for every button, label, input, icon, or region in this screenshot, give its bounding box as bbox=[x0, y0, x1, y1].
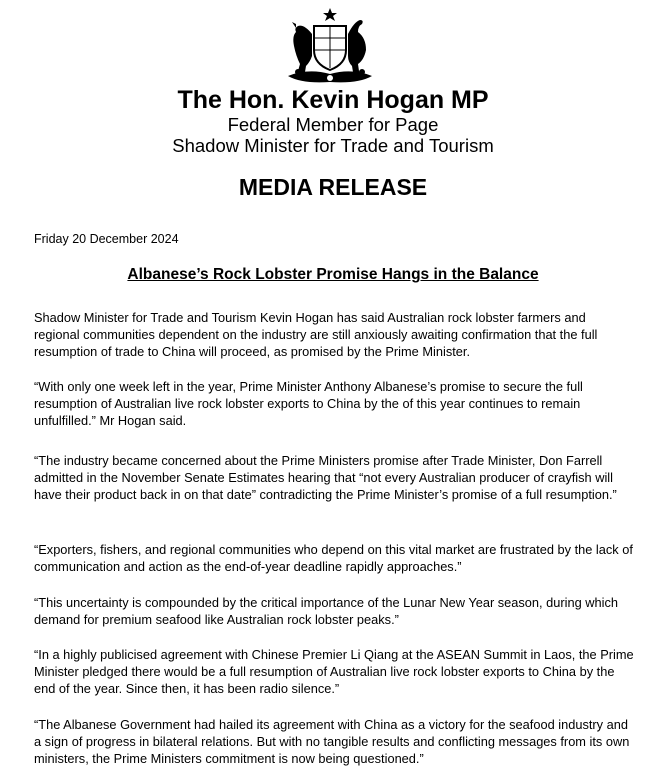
body-paragraph: “The industry became concerned about the Prime Ministers promise after Trade Minister, Don Farrell admitted in the November Senate Estimates hearing that “not every Australian producer of crayfish will have their product back in on that date” contradicting the Prime Minister’s promise of a full resumption.” bbox=[34, 453, 617, 502]
body-paragraph: “The Albanese Government had hailed its agreement with China as a victory for the seafood industry and a sign of progress in bilateral relations. But with no tangible results and conflicting messages from its own ministers, the Prime Ministers commitment is now being questioned.” bbox=[34, 717, 630, 766]
release-headline: Albanese’s Rock Lobster Promise Hangs in the Balance bbox=[127, 266, 539, 283]
member-name: The Hon. Kevin Hogan MP bbox=[177, 86, 489, 114]
release-type-title: MEDIA RELEASE bbox=[238, 174, 428, 200]
body-paragraph: Shadow Minister for Trade and Tourism Kevin Hogan has said Australian rock lobster farmers and regional communities dependent on the industry are still anxiously awaiting confirmation that the full resumption of trade to China will proceed, as promised by the Prime Minister. bbox=[34, 310, 598, 359]
body-paragraph: “With only one week left in the year, Prime Minister Anthony Albanese’s promise to secure the full resumption of Australian live rock lobster exports to China by the of this year continues to remain unfulfilled.” Mr Hogan said. bbox=[34, 379, 583, 428]
member-electorate: Federal Member for Page bbox=[227, 114, 439, 135]
member-portfolio: Shadow Minister for Trade and Tourism bbox=[172, 135, 494, 156]
coat-of-arms-icon bbox=[278, 6, 382, 86]
body-paragraph: “This uncertainty is compounded by the critical importance of the Lunar New Year season, during which demand for premium seafood like Australian rock lobster peaks.” bbox=[34, 595, 618, 627]
body-paragraph: “In a highly publicised agreement with Chinese Premier Li Qiang at the ASEAN Summit in Laos, the Prime Minister pledged there would be a full resumption of Australian live rock lobster exports to China by the end of the year. Since then, it has been radio silence.” bbox=[34, 647, 634, 696]
body-paragraph: “Exporters, fishers, and regional communities who depend on this vital market are frustrated by the lack of communication and action as the end-of-year deadline rapidly approaches.” bbox=[34, 542, 633, 574]
release-date: Friday 20 December 2024 bbox=[34, 232, 179, 246]
